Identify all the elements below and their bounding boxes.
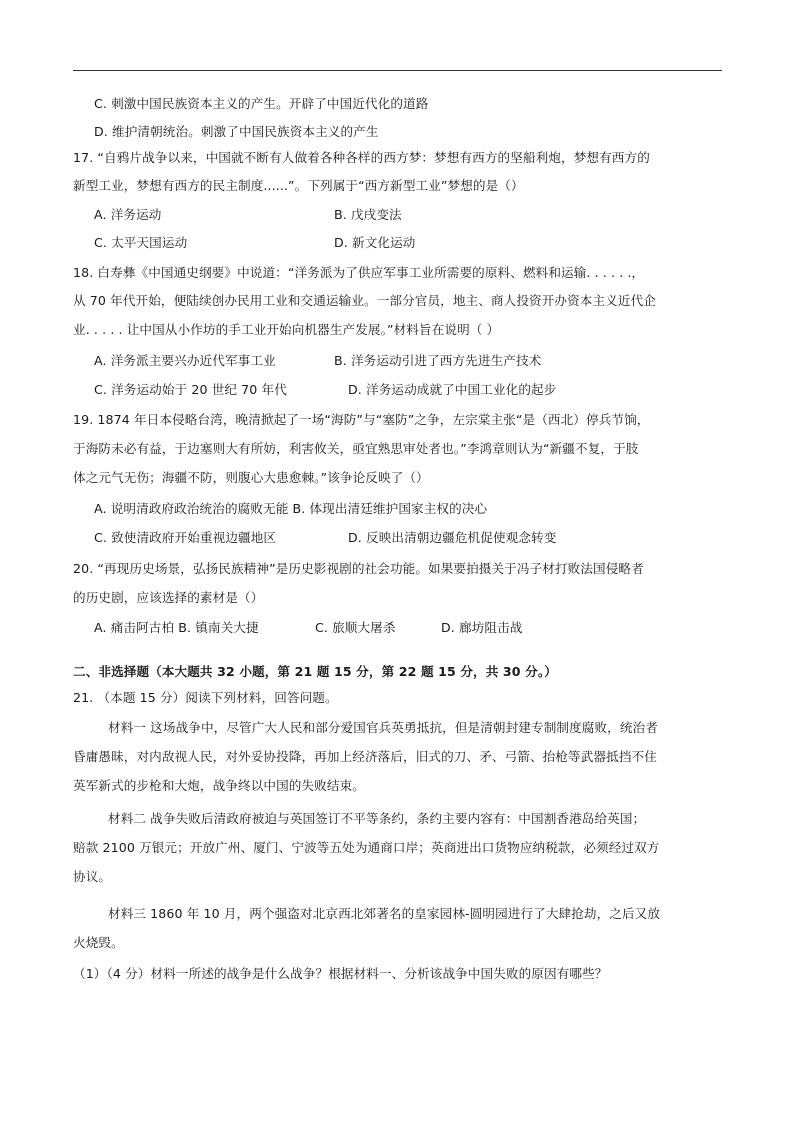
header-rule: [73, 70, 722, 71]
q19-option-c: C. 致使清政府开始重视边疆地区: [94, 530, 277, 545]
q18-stem: 18. 白寿彝《中国通史纲要》中说道：“洋务派为了供应军事工业所需要的原料、燃料和运输. . . . . .，: [73, 265, 645, 280]
q21-material-2: 协议。: [73, 869, 112, 884]
q20-option-c: C. 旅顺大屠杀: [315, 620, 396, 635]
q17-options-row2: [94, 235, 744, 251]
q21-material-3: 材料三 1860 年 10 月，两个强盗对北京西北郊著名的皇家园林-圆明园进行了大肆抢劫，之后又放: [108, 906, 661, 921]
q19-stem: 19. 1874 年日本侵略台湾，晚清掀起了一场“海防”与“塞防”之争，左宗棠主张“是（西北）停兵节饷，: [73, 412, 650, 427]
q16-option-d: D. 维护清朝统治。刺激了中国民族资本主义的产生: [94, 124, 379, 139]
q18-stem: 从 70 年代开始，便陆续创办民用工业和交通运输业。一部分官员，地主、商人投资开办资本主义近代企: [73, 293, 656, 308]
q18-option-b: B. 洋务运动引进了西方先进生产技术: [334, 353, 542, 368]
q21-material-1: 材料一 这场战争中，尽管广大人民和部分爱国官兵英勇抵抗，但是清朝封建专制制度腐败，统治者: [108, 720, 658, 735]
q19-option-d: D. 反映出清朝边疆危机促使观念转变: [348, 530, 557, 545]
q18-options-row2: [94, 382, 744, 398]
q17-option-c: C. 太平天国运动: [94, 235, 188, 250]
section-heading: 二、非选择题（本大题共 32 小题，第 21 题 15 分，第 22 题 15 分，共 30 分。）: [73, 664, 557, 679]
q18-option-c: C. 洋务运动始于 20 世纪 70 年代: [94, 382, 287, 397]
q18-option-a: A. 洋务派主要兴办近代军事工业: [94, 353, 276, 368]
q20-option-ab: A. 痛击阿古柏 B. 镇南关大捷: [94, 620, 259, 635]
q19-options-row2: [94, 530, 744, 546]
q21-subquestion-1: （1）（4 分）材料一所述的战争是什么战争？根据材料一、分析该战争中国失败的原因有哪些？: [73, 966, 608, 981]
q16-option-c: C. 刺激中国民族资本主义的产生。开辟了中国近代化的道路: [94, 96, 429, 111]
q20-stem: 的历史剧，应该选择的素材是（）: [73, 590, 264, 605]
q17-option-a: A. 洋务运动: [94, 207, 162, 222]
q18-option-d: D. 洋务运动成就了中国工业化的起步: [348, 382, 557, 397]
q18-options-row1: [94, 353, 744, 369]
q21-stem: 21. （本题 15 分）阅读下列材料，回答问题。: [73, 690, 338, 705]
q20-options: [94, 620, 744, 636]
q21-material-1: 昏庸愚昧，对内敌视人民，对外妥协投降，再加上经济落后，旧式的刀、矛、弓箭、抬枪等武器抵挡不住: [73, 749, 657, 764]
q20-stem: 20. “再现历史场景，弘扬民族精神”是历史影视剧的社会功能。如果要拍摄关于冯子材打败法国侵略者: [73, 561, 644, 576]
q17-option-b: B. 戊戌变法: [334, 207, 402, 222]
q21-material-2: 赔款 2100 万银元；开放广州、厦门、宁波等五处为通商口岸；英商进出口货物应纳税款，必须经过双方: [73, 840, 660, 855]
q18-stem: 业. . . . . 让中国从小作坊的手工业开始向机器生产发展。”材料旨在说明（ ）: [73, 322, 500, 337]
q17-stem: 新型工业，梦想有西方的民主制度......”。下列属于“西方新型工业”梦想的是（）: [73, 178, 524, 193]
q21-material-3: 火烧毁。: [73, 935, 124, 950]
q17-option-d: D. 新文化运动: [334, 235, 416, 250]
q21-material-1: 英军新式的步枪和大炮，战争终以中国的失败结束。: [73, 778, 365, 793]
q19-option-ab: A. 说明清政府政治统治的腐败无能 B. 体现出清廷维护国家主权的决心: [94, 501, 488, 516]
q17-stem: 17. “自鸦片战争以来，中国就不断有人做着各种各样的西方梦：梦想有西方的坚船利炮，梦想有西方的: [73, 150, 650, 165]
q17-options-row1: [94, 207, 744, 223]
q19-stem: 于海防未必有益，于边塞则大有所妨，利害攸关，亟宜熟思审处者也。”李鸿章则认为“新疆不复，于肢: [73, 441, 639, 456]
q19-stem: 体之元气无伤；海疆不防，则腹心大患愈棘。”该争论反映了（）: [73, 470, 429, 485]
q21-material-2: 材料二 战争失败后清政府被迫与英国签订不平等条约，条约主要内容有：中国割香港岛给英国；: [108, 811, 646, 826]
q20-option-d: D. 廊坊阻击战: [441, 620, 523, 635]
